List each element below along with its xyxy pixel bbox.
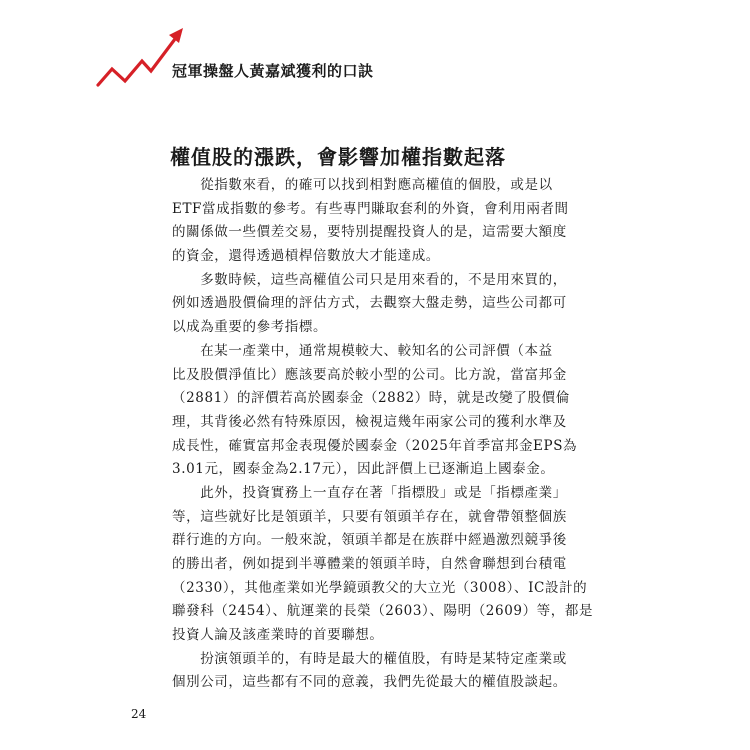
paragraph-line: ETF當成指數的參考。有些專門賺取套利的外資，會利用兩者間 bbox=[172, 200, 569, 217]
paragraph-line: （2881）的評價若高於國泰金（2882）時，就是改變了股價倫 bbox=[172, 390, 570, 407]
section-heading: 權值股的漲跌，會影響加權指數起落 bbox=[170, 145, 506, 169]
paragraph-line: 的勝出者，例如提到半導體業的領頭羊時，自然會聯想到台積電 bbox=[172, 556, 567, 572]
paragraph-line: 投資人論及該產業時的首要聯想。 bbox=[172, 627, 384, 644]
paragraph-line: 的關係做一些價差交易，要特別提醒投資人的是，這需要大額度 bbox=[172, 224, 567, 241]
paragraph-line: 例如透過股價倫理的評估方式，去觀察大盤走勢，這些公司都可 bbox=[172, 295, 567, 312]
paragraph-line: （2330），其他產業如光學鏡頭教父的大立光（3008）、IC設計的 bbox=[172, 579, 588, 596]
paragraph-line: 個別公司，這些都有不同的意義，我們先從最大的權值股談起。 bbox=[172, 674, 567, 691]
paragraph-line: 群行進的方向。一般來說，領頭羊都是在族群中經過激烈競爭後 bbox=[172, 532, 567, 549]
paragraph-line: 此外，投資實務上一直存在著「指標股」或是「指標產業」 bbox=[172, 484, 567, 501]
paragraph-line: 3.01元，國泰金為2.17元），因此評價上已逐漸追上國泰金。 bbox=[172, 461, 555, 478]
paragraph-line: 扮演領頭羊的，有時是最大的權值股，有時是某特定產業或 bbox=[172, 650, 567, 667]
body-text bbox=[172, 174, 594, 695]
paragraph-line: 等，這些就好比是領頭羊，只要有領頭羊存在，就會帶領整個族 bbox=[172, 508, 567, 525]
paragraph-line: 從指數來看，的確可以找到相對應高權值的個股，或是以 bbox=[172, 177, 553, 193]
paragraph-line: 在某一產業中，通常規模較大、較知名的公司評價（本益 bbox=[172, 342, 553, 359]
rising-zigzag-arrow-icon bbox=[92, 22, 192, 92]
paragraph-line: 以成為重要的參考指標。 bbox=[172, 319, 328, 336]
paragraph-line: 理，其背後必然有特殊原因，檢視這幾年兩家公司的獲利水準及 bbox=[172, 413, 567, 430]
paragraph-line: 聯發科（2454）、航運業的長榮（2603）、陽明（2609）等，都是 bbox=[172, 603, 594, 620]
paragraph-line: 多數時候，這些高權值公司只是用來看的，不是用來買的， bbox=[172, 271, 567, 288]
paragraph-line: 的資金，還得透過槓桿倍數放大才能達成。 bbox=[172, 248, 440, 265]
page-number: 24 bbox=[131, 707, 147, 721]
paragraph-line: 比及股價淨值比）應該要高於較小型的公司。比方說，當富邦金 bbox=[172, 366, 567, 383]
book-title: 冠軍操盤人黃嘉斌獲利的口訣 bbox=[172, 62, 374, 80]
paragraph-line: 成長性，確實富邦金表現優於國泰金（2025年首季富邦金EPS為 bbox=[172, 437, 578, 454]
